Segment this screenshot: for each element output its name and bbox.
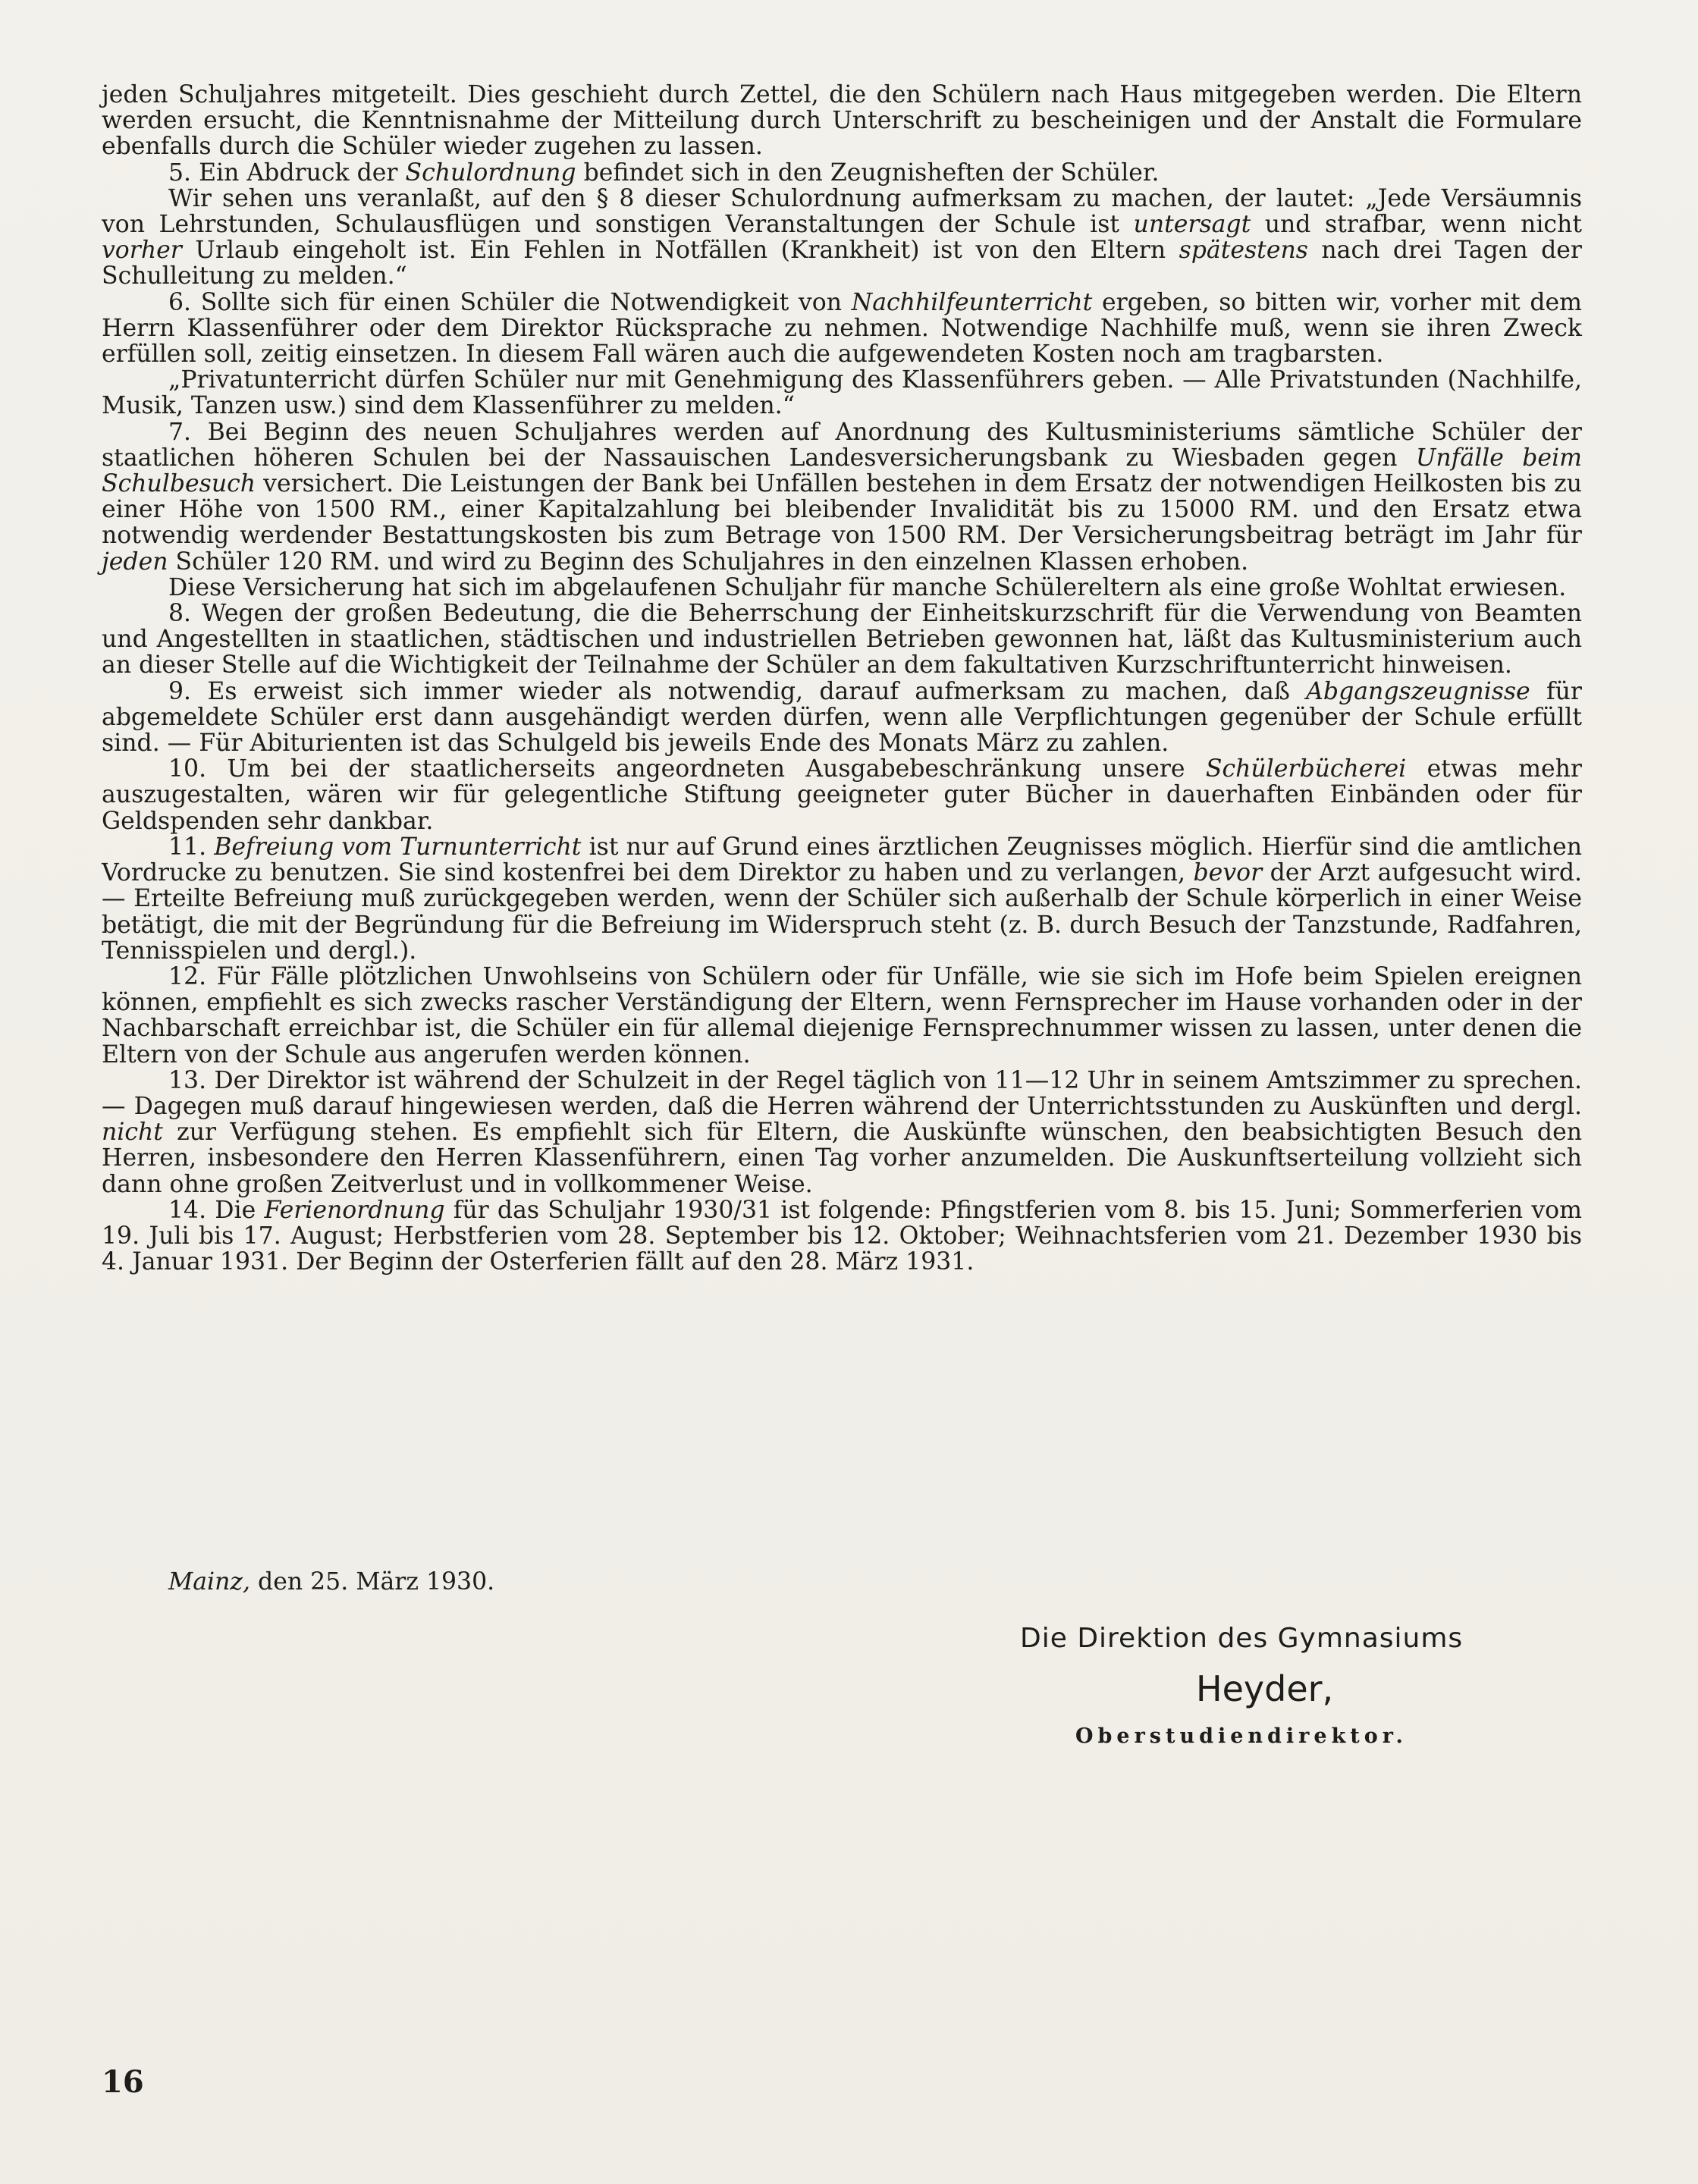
paragraph: 12. Für Fälle plötzlichen Unwohlseins von Schülern oder für Unfälle, wie sie sich im Hofe beim Spielen ereignen können, empfiehlt es sich zwecks rascher Verständigung der Eltern, wenn Fernsprecher im Hause vorhanden oder in der Nachbarschaft erreichbar ist, die Schüler ein für allemal diejenige Fernsprechnummer wissen zu lassen, unter denen die Eltern von der Schule aus angerufen werden können.	[102, 962, 1582, 1068]
paragraph: 8. Wegen der großen Bedeutung, die die Beherrschung der Einheitskurzschrift für die Verwendung von Beamten und Angestellten in staatlichen, städtischen und industriellen Betrieben gewonnen hat, läßt das Kultusministerium auch an dieser Stelle auf die Wichtigkeit der Teilnahme der Schüler an dem fakultativen Kurzschriftunterricht hinweisen.	[102, 600, 1582, 679]
emphasis: spätestens	[1179, 237, 1308, 265]
place-name: Mainz,	[168, 1568, 251, 1596]
paragraph: Wir sehen uns veranlaßt, auf den § 8 dieser Schulordnung aufmerksam zu machen, der lautet: „Jede Versäumnis von Lehrstunden, Schulausflügen und sonstigen Veranstaltungen der Schule ist untersagt und strafbar, wenn nicht vorher Urlaub eingeholt ist. Ein Fehlen in Notfällen (Krankheit) ist von den Eltern spätestens nach drei Tagen der Schulleitung zu melden.“	[102, 184, 1582, 290]
paragraph: 6. Sollte sich für einen Schüler die Notwendigkeit von Nachhilfeunterricht ergeben, so bitten wir, vorher mit dem Herrn Klassenführer oder dem Direktor Rücksprache zu nehmen. Notwendige Nachhilfe muß, wenn sie ihren Zweck erfüllen soll, zeitig einsetzen. In diesem Fall wären auch die aufgewendeten Kosten noch am tragbarsten.	[102, 288, 1582, 369]
emphasis: jeden	[102, 548, 168, 576]
body-text	[102, 82, 1582, 1275]
emphasis: Schülerbücherei	[1205, 755, 1407, 783]
paragraph: 11. Befreiung vom Turnunterricht ist nur auf Grund eines ärztlichen Zeugnisses möglich. Hierfür sind die amtlichen Vordrucke zu benutzen. Sie sind kostenfrei bei dem Direktor zu haben und zu verlangen, bevor der Arzt aufgesucht wird. — Erteilte Befreiung muß zurückgegeben werden, wenn der Schüler sich außerhalb der Schule körperlich in einer Weise betätigt, die mit der Begründung für die Befreiung im Widerspruch steht (z. B. durch Besuch der Tanzstunde, Radfahren, Tennisspielen und dergl.).	[102, 833, 1582, 965]
date-text: den 25. März 1930.	[250, 1568, 495, 1596]
emphasis: Unfälle beim Schulbesuch	[102, 444, 1583, 498]
emphasis: Befreiung vom Turnunterricht	[214, 833, 582, 861]
paragraph: 7. Bei Beginn des neuen Schuljahres werden auf Anordnung des Kultusministeriums sämtliche Schüler der staatlichen höheren Schulen bei der Nassauischen Landesversicherungsbank zu Wiesbaden gegen Unfälle beim Schulbesuch versichert. Die Leistungen der Bank bei Unfällen bestehen in dem Ersatz der notwendigen Heilkosten bis zu einer Höhe von 1500 RM., einer Kapitalzahlung bei bleibender Invalidität bis zu 15000 RM. und den Ersatz etwa notwendig werdender Bestattungskosten bis zum Betrage von 1500 RM. Der Versicherungsbeitrag beträgt im Jahr für jeden Schüler 120 RM. und wird zu Beginn des Schuljahres in den einzelnen Klassen erhoben.	[102, 418, 1583, 576]
paragraph: 9. Es erweist sich immer wieder als notwendig, darauf aufmerksam zu machen, daß Abgangszeugnisse für abgemeldete Schüler erst dann ausgehändigt werden dürfen, wenn alle Verpflichtungen gegenüber der Schule erfüllt sind. — Für Abiturienten ist das Schulgeld bis jeweils Ende des Monats März zu zahlen.	[102, 677, 1582, 758]
signature-title: Oberstudiendirektor.	[1075, 1724, 1408, 1748]
paragraph: 14. Die Ferienordnung für das Schuljahr 1930/31 ist folgende: Pfingstferien vom 8. bis 15. Juni; Sommerferien vom 19. Juli bis 17. August; Herbstferien vom 28. September bis 12. Oktober; Weihnachtsferien vom 21. Dezember 1930 bis 4. Januar 1931. Der Beginn der Osterferien fällt auf den 28. März 1931.	[102, 1196, 1583, 1276]
paragraph: jeden Schuljahres mitgeteilt. Dies geschieht durch Zettel, die den Schülern nach Haus mitgegeben werden. Die Eltern werden ersucht, die Kenntnisnahme der Mitteilung durch Unterschrift zu bescheinigen und der Anstalt die Formulare ebenfalls durch die Schüler wieder zugehen zu lassen.	[102, 81, 1582, 161]
paragraph: „Privatunterricht dürfen Schüler nur mit Genehmigung des Klassenführers geben. — Alle Privatstunden (Nachhilfe, Musik, Tanzen usw.) sind dem Klassenführer zu melden.“	[102, 366, 1582, 420]
paragraph: 13. Der Direktor ist während der Schulzeit in der Regel täglich von 11—12 Uhr in seinem Amtszimmer zu sprechen. — Dagegen muß darauf hingewiesen werden, daß die Herren während der Unterrichtsstunden zu Auskünften und dergl. nicht zur Verfügung stehen. Es empfiehlt sich für Eltern, die Auskünfte wünschen, den beabsichtigten Besuch den Herren, insbesondere den Herren Klassenführern, einen Tag vorher anzumelden. Die Auskunftserteilung vollzieht sich dann ohne großen Zeitverlust und in vollkommener Weise.	[102, 1066, 1582, 1198]
emphasis: Nachhilfeunterricht	[851, 288, 1093, 316]
emphasis: bevor	[1193, 859, 1263, 887]
signature-organization: Die Direktion des Gymnasiums	[1020, 1623, 1464, 1654]
signature-name: Heyder,	[1196, 1668, 1334, 1709]
emphasis: Abgangszeugnisse	[1306, 677, 1530, 705]
paragraph: Diese Versicherung hat sich im abgelaufenen Schuljahr für manche Schülereltern als eine große Wohltat erwiesen.	[168, 573, 1567, 601]
emphasis: Ferienordnung	[264, 1196, 445, 1224]
paragraph: 5. Ein Abdruck der Schulordnung befindet sich in den Zeugnisheften der Schüler.	[168, 158, 1160, 187]
date-line	[168, 1568, 494, 1596]
emphasis: vorher	[102, 237, 182, 265]
emphasis: nicht	[102, 1119, 163, 1147]
emphasis: Schulordnung	[405, 158, 576, 187]
emphasis: untersagt	[1133, 211, 1251, 239]
paragraph: 10. Um bei der staatlicherseits angeordneten Ausgabebeschränkung unsere Schülerbücherei etwas mehr auszugestalten, wären wir für gelegentliche Stiftung geeigneter guter Bücher in dauerhaften Einbänden oder für Geldspenden sehr dankbar.	[102, 755, 1582, 835]
page-number: 16	[102, 2064, 144, 2100]
